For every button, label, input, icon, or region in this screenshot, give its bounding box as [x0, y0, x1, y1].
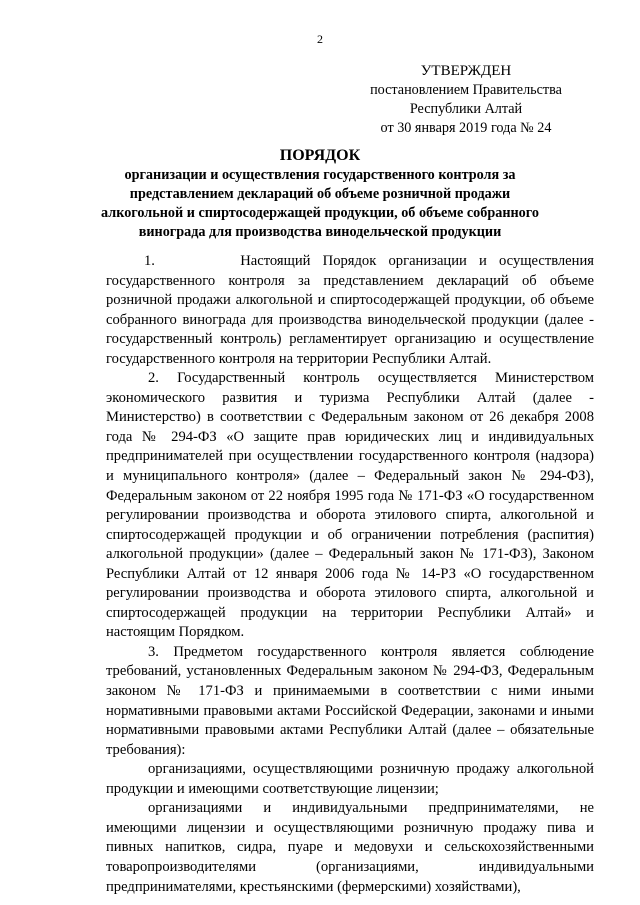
paragraph-4: организациями, осуществляющими розничную продажу алкогольной продукции и имеющими соответствующие лицензии;: [106, 761, 594, 797]
paragraph-2: 2. Государственный контроль осуществляется Министерством экономического развития и туризма Республики Алтай (далее - Министерство) в соответствии с Федеральным законом от 26 декабря 2008 года № 294-ФЗ «О защите прав юридических лиц и индивидуальных предпринимателей при осуществлении государственного контроля (надзора) и муниципального контроля» (далее – Федеральный закон № 294-ФЗ), Федеральным законом от 22 ноября 1995 года № 171-ФЗ «О государственном регулировании производства и оборота этилового спирта, алкогольной и спиртосодержащей продукции и об ограничении потребления (распития) алкогольной продукции» (далее – Федеральный закон № 171-ФЗ), Законом Республики Алтай от 12 января 2006 года № 14-РЗ «О государственном регулировании производства и оборота этилового спирта, алкогольной и спиртосодержащей продукции на территории Республики Алтай» и настоящим Порядком.: [106, 370, 594, 641]
approval-heading: УТВЕРЖДЕН: [420, 63, 512, 79]
document-subtitle: организации и осуществления государственного контроля за представлением деклараций об объеме розничной продажи алкогольной и спиртосодержащей продукции, об объеме собранного винограда для производства винодельческой продукции: [101, 167, 539, 240]
page-number: 2: [317, 32, 323, 46]
approval-line-3: от 30 января 2019 года № 24: [380, 120, 552, 136]
paragraph-1: 1. Настоящий Порядок организации и осуществления государственного контроля за представлением деклараций об объеме розничной продажи алкогольной и спиртосодержащей продукции, об объеме собранного винограда для производства винодельческой продукции (далее - государственный контроль) регламентирует организацию и осуществление государственного контроля на территории Республики Алтай.: [106, 253, 594, 367]
approval-stamp: [350, 62, 582, 138]
document-title: ПОРЯДОК: [279, 147, 361, 164]
approval-line-2: Республики Алтай: [409, 101, 523, 117]
paragraph-3: 3. Предметом государственного контроля является соблюдение требований, установленных Федеральным законом № 294-ФЗ, Федеральным законом № 171-ФЗ и принимаемыми в соответствии с ними иными нормативными правовыми актами Российской Федерации, законами и иными нормативными правовыми актами Республики Алтай (далее – обязательные требования):: [106, 643, 594, 758]
paragraph-5: организациями и индивидуальными предпринимателями, не имеющими лицензии и осуществляющими розничную продажу пива и пивных напитков, сидра, пуаре и медовухи и сельскохозяйственными товаропроизводителями (организациями, индивидуальными предпринимателями, крестьянскими (фермерскими) хозяйствами),: [106, 800, 594, 895]
document-body: [106, 252, 594, 897]
approval-line-1: постановлением Правительства: [370, 82, 562, 98]
